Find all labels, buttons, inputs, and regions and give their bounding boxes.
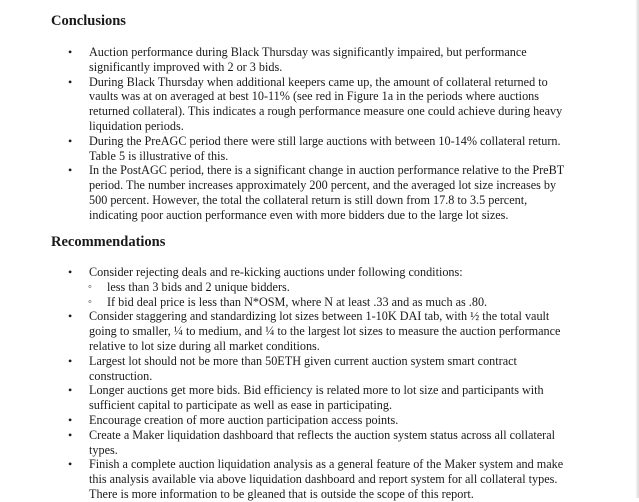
list-item: • Largest lot should not be more than 50ETH given current auction system smart contract construction. — [0, 354, 570, 384]
recommendations-list — [0, 265, 639, 502]
list-item: • Consider staggering and standardizing lot sizes between 1-10K DAI tab, with ½ the total vault going to smaller, ¼ to medium, and ¼ to the largest lot sizes to measure the auction performance relative to lot size during all market conditions. — [0, 309, 570, 353]
conclusions-heading: Conclusions — [51, 13, 126, 29]
list-item-text: Consider rejecting deals and re-kicking auctions under following conditions: — [89, 265, 463, 279]
list-item: • Longer auctions get more bids. Bid efficiency is related more to lot size and participants with sufficient capital to participate as well as ease in participating. — [0, 383, 570, 413]
list-item: • Create a Maker liquidation dashboard that reflects the auction system status across all collateral types. — [0, 428, 570, 458]
recommendations-heading: Recommendations — [51, 234, 166, 250]
list-item: • Auction performance during Black Thursday was significantly impaired, but performance significantly improved with 2 or 3 bids. — [0, 45, 570, 75]
conclusions-list — [0, 45, 639, 223]
list-item: • Finish a complete auction liquidation analysis as a general feature of the Maker system and make this analysis available via above liquidation dashboard and report system for all collateral types. There is more information to be gleaned that is outside the scope of this report. — [0, 457, 570, 501]
list-item: • During the PreAGC period there were still large auctions with between 10-14% collateral return. Table 5 is illustrative of this. — [0, 134, 570, 164]
list-item: • During Black Thursday when additional keepers came up, the amount of collateral returned to vaults was at on averaged at best 10-11% (see red in Figure 1a in the periods where auctions returned collateral). This indicates a rough performance measure one could achieve during heavy liquidation periods. — [0, 75, 570, 134]
list-item: • Encourage creation of more auction participation access points. — [0, 413, 570, 428]
list-item — [0, 265, 570, 309]
sub-list — [89, 280, 570, 310]
list-item: • In the PostAGC period, there is a significant change in auction performance relative to the PreBT period. The number increases approximately 200 percent, and the averaged lot size increases by 500 percent. However, the total the collateral return is still down from 17.8 to 3.5 percent, indicating poor auction performance even with more bidders due to the large lot sizes. — [0, 163, 570, 222]
sub-list-item: ◦ If bid deal price is less than N*OSM, where N at least .33 and as much as .80. — [87, 295, 570, 310]
sub-list-item: ◦ less than 3 bids and 2 unique bidders. — [87, 280, 570, 295]
